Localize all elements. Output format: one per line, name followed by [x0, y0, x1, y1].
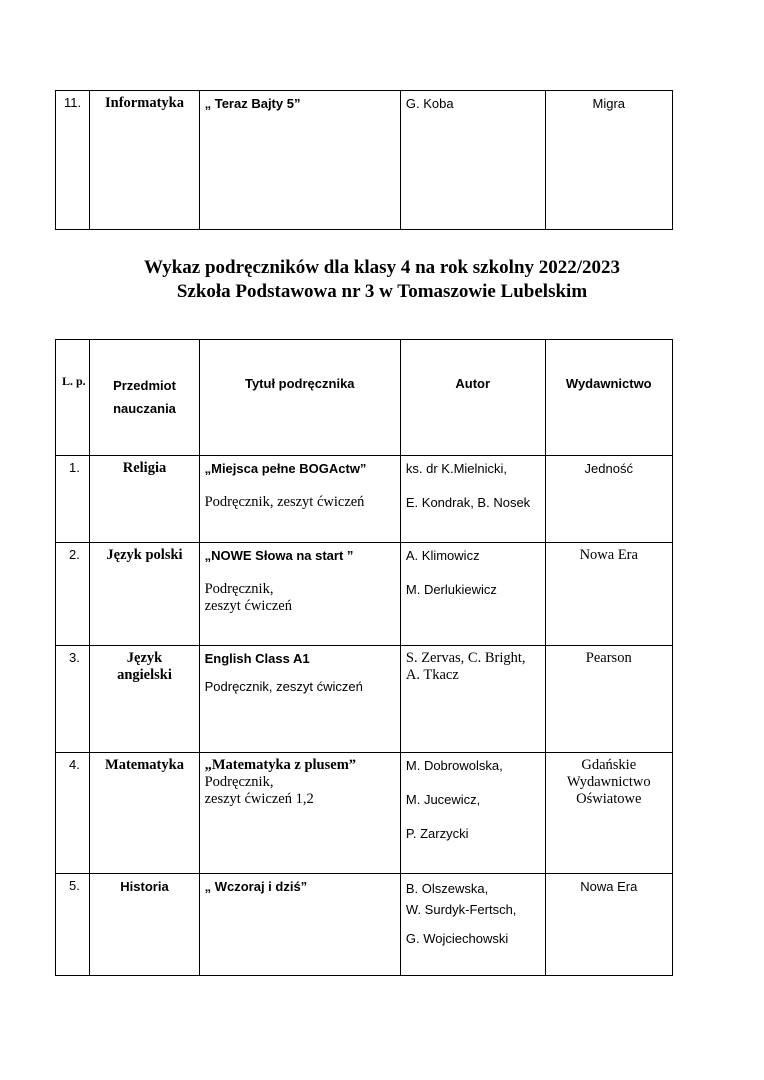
book-subtitle: zeszyt ćwiczeń 1,2: [204, 791, 314, 807]
title-cell: „ Wczoraj i dziś”: [199, 874, 400, 976]
publisher-cell: Pearson: [545, 646, 672, 753]
row-number: 2.: [56, 543, 90, 646]
row-number: 3.: [56, 646, 90, 753]
book-title: „Miejsca pełne BOGActw”: [204, 461, 367, 476]
title-cell: „ Teraz Bajty 5”: [199, 91, 400, 230]
publisher-cell: Nowa Era: [545, 874, 672, 976]
publisher-line: Oświatowe: [576, 791, 642, 807]
header-lp: L. p.: [56, 340, 90, 456]
subject-cell: Religia: [90, 456, 199, 543]
author-line: S. Zervas, C. Bright,: [405, 650, 526, 666]
author-cell: G. Koba: [400, 91, 545, 230]
row-number: 5.: [56, 874, 90, 976]
subject-cell: Matematyka: [90, 753, 199, 874]
publisher-cell: Jedność: [545, 456, 672, 543]
title-cell: [199, 646, 400, 753]
header-publisher: Wydawnictwo: [545, 340, 672, 456]
author-line: M. Jucewicz,: [405, 792, 481, 807]
author-line: M. Dobrowolska,: [405, 758, 503, 773]
book-title: „NOWE Słowa na start ”: [204, 548, 354, 563]
table-row: [56, 91, 673, 230]
author-cell: [400, 456, 545, 543]
textbook-table: [55, 339, 673, 976]
author-line: W. Surdyk-Fertsch,: [405, 902, 517, 917]
book-subtitle: Podręcznik, zeszyt ćwiczeń: [204, 494, 365, 510]
publisher-line: Gdańskie: [581, 757, 637, 773]
title-line-1: Wykaz podręczników dla klasy 4 na rok szkolny 2022/2023: [143, 257, 621, 278]
book-subtitle: Podręcznik, zeszyt ćwiczeń: [204, 679, 363, 694]
book-subtitle: Podręcznik,: [204, 774, 274, 790]
title-cell: [199, 543, 400, 646]
header-author: Autor: [400, 340, 545, 456]
subject-cell: [90, 646, 199, 753]
author-cell: [400, 543, 545, 646]
author-cell: [400, 646, 545, 753]
book-subtitle: Podręcznik,: [204, 581, 274, 597]
publisher-line: Wydawnictwo: [566, 774, 651, 790]
subject-cell: Historia: [90, 874, 199, 976]
header-title: Tytuł podręcznika: [199, 340, 400, 456]
table-row: [56, 456, 673, 543]
header-subject-line-2: nauczania: [113, 401, 176, 416]
title-line-2: Szkoła Podstawowa nr 3 w Tomaszowie Lubelskim: [176, 281, 588, 302]
header-subject-line-1: Przedmiot: [113, 378, 176, 393]
publisher-cell: Migra: [545, 91, 672, 230]
title-cell: [199, 456, 400, 543]
header-subject: [90, 340, 199, 456]
row-number: 1.: [56, 456, 90, 543]
subject-line: angielski: [117, 667, 172, 683]
subject-cell: Język polski: [90, 543, 199, 646]
page-title: [0, 256, 764, 304]
subject-line: Język: [126, 650, 163, 666]
title-cell: [199, 753, 400, 874]
subject-cell: Informatyka: [90, 91, 199, 230]
author-line: E. Kondrak, B. Nosek: [405, 495, 531, 510]
table-row: [56, 753, 673, 874]
book-title: English Class A1: [204, 651, 310, 666]
top-table: [55, 90, 673, 230]
author-line: ks. dr K.Mielnicki,: [405, 461, 508, 476]
publisher-cell: Nowa Era: [545, 543, 672, 646]
table-header-row: [56, 340, 673, 456]
author-line: B. Olszewska,: [405, 881, 489, 896]
book-title: „Matematyka z plusem”: [204, 757, 357, 773]
author-line: A. Klimowicz: [405, 548, 480, 563]
table-row: [56, 543, 673, 646]
author-line: M. Derlukiewicz: [405, 582, 497, 597]
row-number: 4.: [56, 753, 90, 874]
author-line: A. Tkacz: [405, 667, 459, 683]
table-row: [56, 646, 673, 753]
table-row: [56, 874, 673, 976]
author-line: P. Zarzycki: [405, 826, 469, 841]
author-cell: [400, 874, 545, 976]
author-line: G. Wojciechowski: [405, 931, 509, 946]
publisher-cell: [545, 753, 672, 874]
row-number: 11.: [56, 91, 90, 230]
book-subtitle: zeszyt ćwiczeń: [204, 598, 292, 614]
author-cell: [400, 753, 545, 874]
